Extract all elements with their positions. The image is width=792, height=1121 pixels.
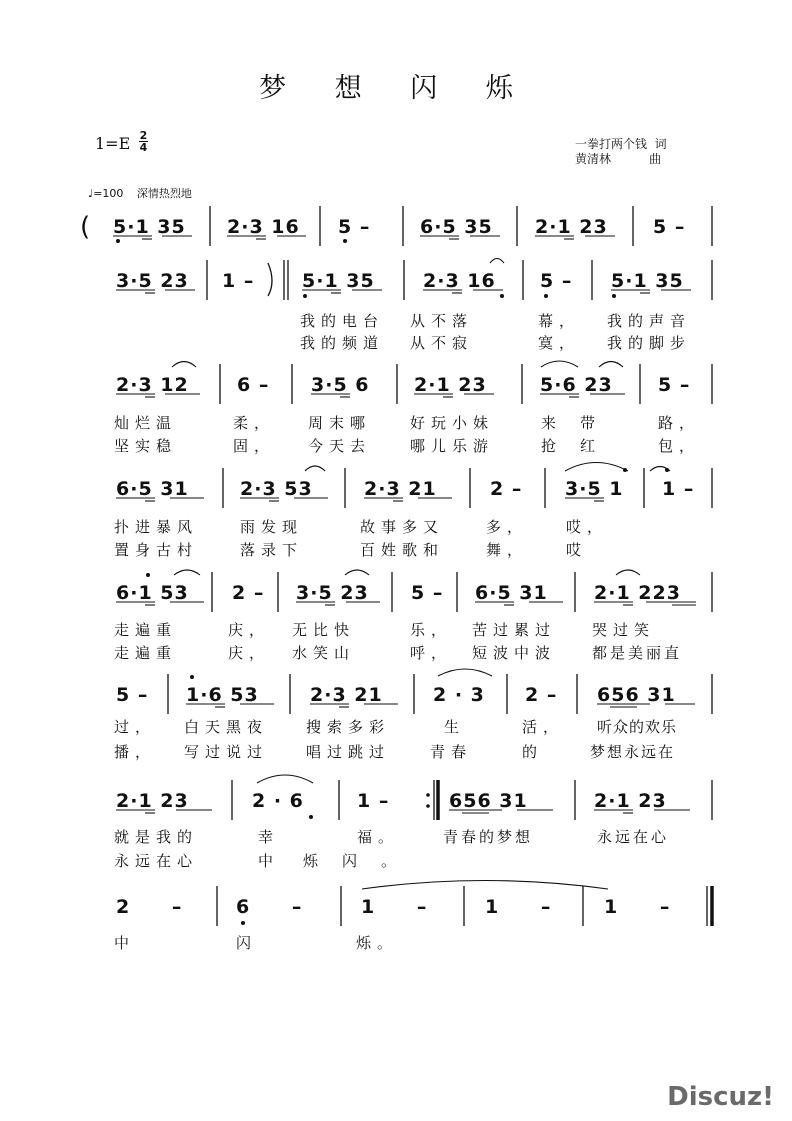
lyric: 活，: [522, 718, 565, 736]
measure: 2·1 23: [116, 790, 189, 812]
measure: 6 –: [236, 896, 320, 918]
repeat-dots: [426, 793, 430, 808]
measure: 1 –: [485, 896, 569, 918]
measure: 2·3 53: [240, 478, 313, 500]
lyric: 白天黑夜: [184, 718, 269, 736]
measure: 5·6 23: [540, 374, 613, 396]
measure: 5 –: [338, 216, 371, 238]
slur: [345, 570, 369, 575]
lyric: 呼，: [410, 644, 453, 662]
slur: [174, 570, 200, 575]
slur: [438, 669, 492, 676]
measure: 3·5 6: [311, 374, 370, 396]
measure: 1 –: [662, 478, 695, 500]
lyric: 中: [114, 934, 136, 952]
lyric: 福。: [357, 828, 400, 846]
octave-dot: [303, 294, 307, 298]
lyric: 哎: [566, 541, 588, 559]
lyric: 幸: [258, 828, 280, 846]
lyric: 多，: [486, 518, 529, 536]
lyric: 闪: [236, 934, 258, 952]
measure: 5 –: [653, 216, 686, 238]
measure: 3·5 23: [296, 582, 369, 604]
measure: 1 –: [361, 896, 445, 918]
measure: 2·3 16: [227, 216, 300, 238]
measure: 2 –: [525, 684, 558, 706]
lyric: 烁闪。: [303, 852, 421, 870]
lyric: 就是我的: [114, 828, 199, 846]
slurs: [172, 259, 670, 890]
lyric: 今天去: [308, 437, 372, 455]
octave-dot: [544, 294, 548, 298]
measure: 1 –: [604, 896, 688, 918]
lyric: 搜索多彩: [306, 718, 391, 736]
lyric: 永远在心: [114, 852, 199, 870]
lyric: 中: [258, 852, 280, 870]
lyric: 梦想永远在: [590, 743, 676, 761]
measure: 6·5 31: [475, 582, 548, 604]
measure: 6·5 31: [116, 478, 189, 500]
lyric: 落录下: [240, 541, 304, 559]
lyric: 好玩小妹: [410, 414, 495, 432]
song-title: 梦 想 闪 烁: [259, 73, 533, 104]
time-numerator: 2: [139, 129, 148, 142]
octave-dot: [241, 921, 245, 925]
lyric: 庆，: [228, 644, 271, 662]
measure: 6·5 35: [420, 216, 493, 238]
lyric: 庆，: [228, 621, 271, 639]
lyric: 听众的欢乐: [597, 718, 678, 736]
lyric: 从不寂: [410, 334, 474, 352]
measure: 656 31: [449, 790, 528, 812]
measure: 5 –: [658, 374, 691, 396]
slur: [599, 362, 623, 368]
measure: 3·5 23: [116, 270, 189, 292]
measure: 2 –: [232, 582, 265, 604]
octave-dot: [623, 468, 627, 472]
lyric: 路，: [658, 414, 701, 432]
measure: 2 –: [490, 478, 523, 500]
time-denominator: 4: [139, 141, 148, 154]
measure: 5·1 35: [113, 216, 186, 238]
measure: 2·1 223: [594, 582, 681, 604]
lyric: 柔，: [233, 414, 276, 432]
lyric: 幕，: [538, 312, 581, 330]
lyric: 都是美丽直: [592, 644, 683, 662]
measure: 1·6 53: [186, 684, 259, 706]
measure: 2 · 6: [252, 790, 304, 812]
lyric: 坚实稳: [114, 437, 178, 455]
octave-dot: [116, 239, 120, 243]
lyric: 青春: [430, 743, 473, 761]
measure: 5 –: [116, 684, 149, 706]
lyric: 我的电台: [300, 312, 385, 330]
lyric: 来带: [541, 414, 620, 432]
key-signature: 1=E: [95, 134, 131, 153]
measure: 2·1 23: [594, 790, 667, 812]
lyric: 百姓歌和: [360, 541, 445, 559]
lyric: 雨发现: [240, 518, 304, 536]
slur: [490, 259, 504, 264]
lyric: 包，: [658, 437, 701, 455]
measure: 2·3 21: [310, 684, 383, 706]
lyric: 走遍重: [114, 621, 178, 639]
slur: [565, 463, 628, 472]
lyric: 抢红: [541, 437, 620, 455]
lyric: 唱过跳过: [306, 743, 391, 761]
measure: 6·1 53: [116, 582, 189, 604]
lyric: 灿烂温: [114, 414, 178, 432]
measure: 2·3 12: [116, 374, 189, 396]
lyric: 舞，: [486, 541, 529, 559]
slur: [257, 775, 313, 783]
lyric: 哪儿乐游: [410, 437, 495, 455]
slur: [541, 361, 578, 367]
repeat-close-paren: [268, 263, 272, 296]
measure: 6 –: [237, 374, 270, 396]
octave-dot: [146, 573, 150, 577]
slur: [616, 570, 640, 575]
octave-dot: [612, 294, 616, 298]
lyric: 的: [522, 743, 544, 761]
octave-dot: [343, 239, 347, 243]
lyric: 水笑山: [292, 644, 356, 662]
lyric: 过，: [114, 718, 157, 736]
lyric: 我的脚步: [607, 334, 692, 352]
octave-dot: [500, 294, 504, 298]
measure: 2·1 23: [414, 374, 487, 396]
lyric: 播，: [114, 743, 157, 761]
repeat-dot: [426, 804, 430, 808]
lyric: 走遍重: [114, 644, 178, 662]
lyric: 永远在心: [597, 828, 670, 846]
repeat-dot: [426, 793, 430, 797]
lyric: 生: [444, 718, 466, 736]
lyric: 短波中波: [472, 644, 557, 662]
lyric: 我的频道: [300, 334, 385, 352]
measure: 5·1 35: [302, 270, 375, 292]
lyric: 哎，: [566, 518, 609, 536]
measure: 5·1 35: [611, 270, 684, 292]
octave-dot: [190, 675, 194, 679]
lyric: 无比快: [292, 621, 356, 639]
measure: 2 · 3: [433, 684, 485, 706]
lyric: 我的声音: [607, 312, 692, 330]
measure: 1 –: [222, 270, 255, 292]
lyric: 固，: [233, 437, 276, 455]
measure: 2 –: [116, 896, 200, 918]
slur: [172, 362, 196, 368]
composer: 黄清林 曲: [575, 152, 662, 166]
bar-lines: [168, 206, 712, 926]
measure: 5 –: [540, 270, 573, 292]
watermark-logo: Discuz!: [667, 1082, 774, 1112]
lyric: 烁。: [356, 934, 399, 952]
lyric: 写过说过: [184, 743, 269, 761]
lyric: 寞，: [538, 334, 581, 352]
lyric: 置身古村: [114, 541, 199, 559]
measure: 2·3 16: [423, 270, 496, 292]
lyric: 扑进暴风: [114, 518, 199, 536]
lyric: 故事多又: [360, 518, 445, 536]
lyric: 从不落: [410, 312, 474, 330]
measure: 2·1 23: [535, 216, 608, 238]
octave-dot: [665, 468, 669, 472]
lyric: 哭过笑: [592, 621, 656, 639]
measure: 656 31: [597, 684, 676, 706]
lyric: 苦过累过: [472, 621, 557, 639]
lyric: 周末哪: [308, 414, 372, 432]
measure: 3·5 1: [565, 478, 624, 500]
slur: [305, 466, 325, 471]
measure: 5 –: [411, 582, 444, 604]
tempo-value: ♩=100: [88, 187, 124, 200]
lyricist: 一拳打两个钱 词: [575, 137, 667, 151]
lyric: 青春的梦想: [443, 828, 534, 846]
underlines: [113, 236, 696, 813]
measure: 2·3 21: [364, 478, 437, 500]
slur: [362, 881, 608, 890]
measure: 1 –: [357, 790, 390, 812]
octave-dot: [309, 815, 313, 819]
expression: 深情热烈地: [136, 187, 192, 200]
lyric: 乐，: [410, 621, 453, 639]
repeat-open-paren: (: [80, 212, 92, 242]
repeat-marks: [268, 263, 712, 926]
